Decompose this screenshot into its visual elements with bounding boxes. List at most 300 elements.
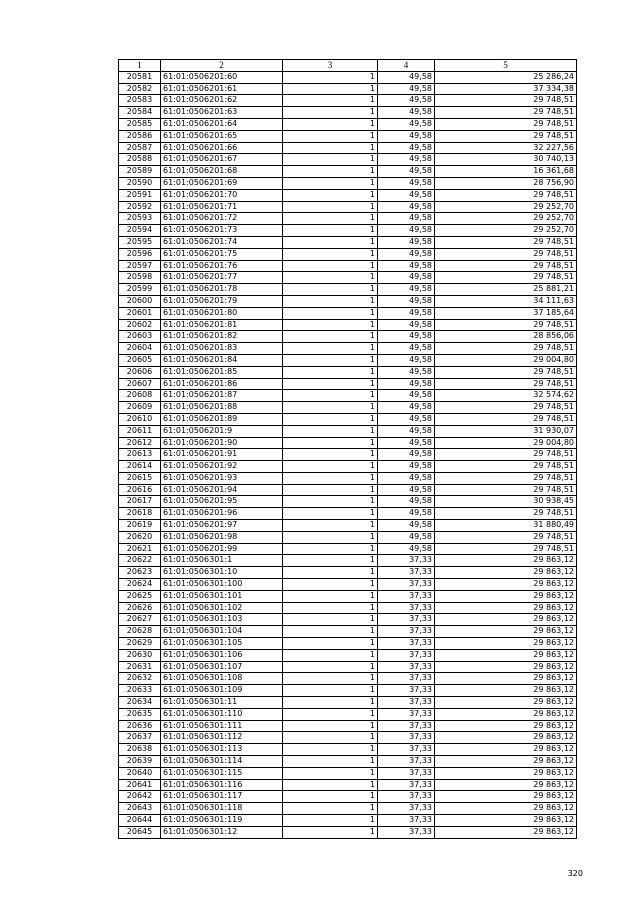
cadastral-number-cell: 61:01:0506201:81 <box>161 319 283 331</box>
amount-cell: 29 863,12 <box>435 756 577 768</box>
rate-cell: 49,58 <box>378 177 435 189</box>
cadastral-number-cell: 61:01:0506201:89 <box>161 413 283 425</box>
header-col-1: 1 <box>119 60 161 72</box>
rate-cell: 49,58 <box>378 343 435 355</box>
cadastral-number-cell: 61:01:0506201:70 <box>161 189 283 201</box>
cadastral-number-cell: 61:01:0506301:10 <box>161 567 283 579</box>
rate-cell: 37,33 <box>378 579 435 591</box>
cadastral-number-cell: 61:01:0506301:110 <box>161 708 283 720</box>
table-row <box>119 767 577 779</box>
table-row <box>119 543 577 555</box>
cadastral-number-cell: 61:01:0506201:65 <box>161 130 283 142</box>
cadastral-number-cell: 61:01:0506301:115 <box>161 767 283 779</box>
rate-cell: 49,58 <box>378 531 435 543</box>
rate-cell: 49,58 <box>378 437 435 449</box>
count-cell: 1 <box>283 201 378 213</box>
count-cell: 1 <box>283 496 378 508</box>
count-cell: 1 <box>283 484 378 496</box>
table-row <box>119 685 577 697</box>
count-cell: 1 <box>283 567 378 579</box>
row-number-cell: 20630 <box>119 649 161 661</box>
count-cell: 1 <box>283 437 378 449</box>
count-cell: 1 <box>283 248 378 260</box>
amount-cell: 29 748,51 <box>435 366 577 378</box>
cadastral-number-cell: 61:01:0506201:64 <box>161 118 283 130</box>
table-row <box>119 213 577 225</box>
amount-cell: 29 748,51 <box>435 472 577 484</box>
rate-cell: 49,58 <box>378 378 435 390</box>
rate-cell: 49,58 <box>378 260 435 272</box>
table-row <box>119 272 577 284</box>
rate-cell: 49,58 <box>378 331 435 343</box>
row-number-cell: 20639 <box>119 756 161 768</box>
row-number-cell: 20594 <box>119 225 161 237</box>
rate-cell: 49,58 <box>378 248 435 260</box>
row-number-cell: 20627 <box>119 614 161 626</box>
count-cell: 1 <box>283 284 378 296</box>
amount-cell: 31 880,49 <box>435 520 577 532</box>
amount-cell: 28 756,90 <box>435 177 577 189</box>
amount-cell: 29 004,80 <box>435 437 577 449</box>
amount-cell: 29 748,51 <box>435 484 577 496</box>
row-number-cell: 20600 <box>119 295 161 307</box>
row-number-cell: 20631 <box>119 661 161 673</box>
rate-cell: 37,33 <box>378 697 435 709</box>
count-cell: 1 <box>283 791 378 803</box>
table-row <box>119 579 577 591</box>
row-number-cell: 20588 <box>119 154 161 166</box>
amount-cell: 29 863,12 <box>435 638 577 650</box>
amount-cell: 29 748,51 <box>435 260 577 272</box>
row-number-cell: 20593 <box>119 213 161 225</box>
rate-cell: 37,33 <box>378 555 435 567</box>
amount-cell: 29 748,51 <box>435 402 577 414</box>
table-row <box>119 732 577 744</box>
cadastral-number-cell: 61:01:0506201:67 <box>161 154 283 166</box>
table-row <box>119 602 577 614</box>
table-row <box>119 295 577 307</box>
amount-cell: 29 863,12 <box>435 626 577 638</box>
rate-cell: 49,58 <box>378 295 435 307</box>
count-cell: 1 <box>283 272 378 284</box>
row-number-cell: 20625 <box>119 590 161 602</box>
rate-cell: 49,58 <box>378 272 435 284</box>
amount-cell: 37 185,64 <box>435 307 577 319</box>
count-cell: 1 <box>283 720 378 732</box>
table-row <box>119 567 577 579</box>
count-cell: 1 <box>283 602 378 614</box>
table-row <box>119 189 577 201</box>
table-row <box>119 720 577 732</box>
count-cell: 1 <box>283 697 378 709</box>
row-number-cell: 20636 <box>119 720 161 732</box>
rate-cell: 37,33 <box>378 661 435 673</box>
table-row <box>119 791 577 803</box>
rate-cell: 49,58 <box>378 390 435 402</box>
cadastral-number-cell: 61:01:0506201:61 <box>161 83 283 95</box>
cadastral-number-cell: 61:01:0506201:85 <box>161 366 283 378</box>
rate-cell: 49,58 <box>378 472 435 484</box>
rate-cell: 49,58 <box>378 402 435 414</box>
rate-cell: 49,58 <box>378 461 435 473</box>
count-cell: 1 <box>283 472 378 484</box>
row-number-cell: 20606 <box>119 366 161 378</box>
count-cell: 1 <box>283 555 378 567</box>
cadastral-number-cell: 61:01:0506301:112 <box>161 732 283 744</box>
header-col-3: 3 <box>283 60 378 72</box>
count-cell: 1 <box>283 307 378 319</box>
count-cell: 1 <box>283 236 378 248</box>
count-cell: 1 <box>283 661 378 673</box>
count-cell: 1 <box>283 767 378 779</box>
count-cell: 1 <box>283 614 378 626</box>
table-row <box>119 649 577 661</box>
row-number-cell: 20628 <box>119 626 161 638</box>
cadastral-number-cell: 61:01:0506301:103 <box>161 614 283 626</box>
count-cell: 1 <box>283 543 378 555</box>
row-number-cell: 20642 <box>119 791 161 803</box>
cadastral-number-cell: 61:01:0506201:74 <box>161 236 283 248</box>
rate-cell: 37,33 <box>378 732 435 744</box>
cadastral-number-cell: 61:01:0506201:62 <box>161 95 283 107</box>
table-row <box>119 803 577 815</box>
count-cell: 1 <box>283 166 378 178</box>
amount-cell: 29 863,12 <box>435 803 577 815</box>
amount-cell: 16 361,68 <box>435 166 577 178</box>
rate-cell: 49,58 <box>378 142 435 154</box>
count-cell: 1 <box>283 295 378 307</box>
count-cell: 1 <box>283 520 378 532</box>
rate-cell: 37,33 <box>378 567 435 579</box>
table-row <box>119 425 577 437</box>
rate-cell: 49,58 <box>378 307 435 319</box>
amount-cell: 30 938,45 <box>435 496 577 508</box>
rate-cell: 49,58 <box>378 166 435 178</box>
cadastral-number-cell: 61:01:0506201:87 <box>161 390 283 402</box>
rate-cell: 37,33 <box>378 614 435 626</box>
row-number-cell: 20617 <box>119 496 161 508</box>
cadastral-number-cell: 61:01:0506201:88 <box>161 402 283 414</box>
amount-cell: 29 863,12 <box>435 602 577 614</box>
row-number-cell: 20583 <box>119 95 161 107</box>
cadastral-number-cell: 61:01:0506201:78 <box>161 284 283 296</box>
rate-cell: 49,58 <box>378 425 435 437</box>
row-number-cell: 20614 <box>119 461 161 473</box>
rate-cell: 37,33 <box>378 638 435 650</box>
amount-cell: 29 863,12 <box>435 767 577 779</box>
row-number-cell: 20590 <box>119 177 161 189</box>
table-row <box>119 95 577 107</box>
cadastral-number-cell: 61:01:0506201:9 <box>161 425 283 437</box>
amount-cell: 29 748,51 <box>435 272 577 284</box>
table-row <box>119 225 577 237</box>
count-cell: 1 <box>283 531 378 543</box>
table-row <box>119 756 577 768</box>
rate-cell: 37,33 <box>378 673 435 685</box>
table-row <box>119 661 577 673</box>
rate-cell: 49,58 <box>378 95 435 107</box>
cadastral-number-cell: 61:01:0506301:114 <box>161 756 283 768</box>
amount-cell: 31 930,07 <box>435 425 577 437</box>
rate-cell: 49,58 <box>378 319 435 331</box>
count-cell: 1 <box>283 130 378 142</box>
amount-cell: 29 748,51 <box>435 461 577 473</box>
count-cell: 1 <box>283 189 378 201</box>
table-row <box>119 531 577 543</box>
data-table <box>118 59 577 839</box>
rate-cell: 49,58 <box>378 130 435 142</box>
cadastral-number-cell: 61:01:0506301:105 <box>161 638 283 650</box>
cadastral-number-cell: 61:01:0506201:73 <box>161 225 283 237</box>
amount-cell: 29 863,12 <box>435 697 577 709</box>
table-row <box>119 402 577 414</box>
table-row <box>119 248 577 260</box>
table-row <box>119 307 577 319</box>
cadastral-number-cell: 61:01:0506201:80 <box>161 307 283 319</box>
amount-cell: 29 748,51 <box>435 413 577 425</box>
rate-cell: 37,33 <box>378 767 435 779</box>
rate-cell: 37,33 <box>378 756 435 768</box>
rate-cell: 49,58 <box>378 496 435 508</box>
count-cell: 1 <box>283 177 378 189</box>
count-cell: 1 <box>283 626 378 638</box>
row-number-cell: 20612 <box>119 437 161 449</box>
cadastral-number-cell: 61:01:0506201:91 <box>161 449 283 461</box>
amount-cell: 29 863,12 <box>435 590 577 602</box>
amount-cell: 29 863,12 <box>435 567 577 579</box>
cadastral-number-cell: 61:01:0506201:68 <box>161 166 283 178</box>
rate-cell: 37,33 <box>378 803 435 815</box>
row-number-cell: 20618 <box>119 508 161 520</box>
table-row <box>119 378 577 390</box>
count-cell: 1 <box>283 378 378 390</box>
cadastral-number-cell: 61:01:0506201:72 <box>161 213 283 225</box>
amount-cell: 29 748,51 <box>435 248 577 260</box>
count-cell: 1 <box>283 461 378 473</box>
table-row <box>119 413 577 425</box>
amount-cell: 29 863,12 <box>435 791 577 803</box>
amount-cell: 29 748,51 <box>435 236 577 248</box>
cadastral-number-cell: 61:01:0506201:99 <box>161 543 283 555</box>
amount-cell: 29 004,80 <box>435 354 577 366</box>
rate-cell: 37,33 <box>378 720 435 732</box>
table-row <box>119 437 577 449</box>
cadastral-number-cell: 61:01:0506201:66 <box>161 142 283 154</box>
rate-cell: 49,58 <box>378 201 435 213</box>
page-number: 320 <box>567 869 583 878</box>
cadastral-number-cell: 61:01:0506301:118 <box>161 803 283 815</box>
row-number-cell: 20602 <box>119 319 161 331</box>
row-number-cell: 20608 <box>119 390 161 402</box>
cadastral-number-cell: 61:01:0506201:94 <box>161 484 283 496</box>
table-row <box>119 130 577 142</box>
count-cell: 1 <box>283 118 378 130</box>
rate-cell: 49,58 <box>378 284 435 296</box>
count-cell: 1 <box>283 685 378 697</box>
cadastral-number-cell: 61:01:0506201:82 <box>161 331 283 343</box>
row-number-cell: 20644 <box>119 815 161 827</box>
count-cell: 1 <box>283 213 378 225</box>
amount-cell: 29 748,51 <box>435 531 577 543</box>
cadastral-number-cell: 61:01:0506201:93 <box>161 472 283 484</box>
row-number-cell: 20635 <box>119 708 161 720</box>
rate-cell: 49,58 <box>378 520 435 532</box>
table-row <box>119 343 577 355</box>
table-row <box>119 614 577 626</box>
table-row <box>119 284 577 296</box>
row-number-cell: 20589 <box>119 166 161 178</box>
cadastral-number-cell: 61:01:0506301:102 <box>161 602 283 614</box>
table-row <box>119 83 577 95</box>
row-number-cell: 20624 <box>119 579 161 591</box>
table-row <box>119 154 577 166</box>
row-number-cell: 20619 <box>119 520 161 532</box>
table-row <box>119 449 577 461</box>
rate-cell: 49,58 <box>378 118 435 130</box>
row-number-cell: 20581 <box>119 71 161 83</box>
amount-cell: 29 748,51 <box>435 449 577 461</box>
row-number-cell: 20604 <box>119 343 161 355</box>
table-row <box>119 555 577 567</box>
row-number-cell: 20626 <box>119 602 161 614</box>
cadastral-number-cell: 61:01:0506201:96 <box>161 508 283 520</box>
table-row <box>119 779 577 791</box>
count-cell: 1 <box>283 413 378 425</box>
rate-cell: 49,58 <box>378 354 435 366</box>
row-number-cell: 20615 <box>119 472 161 484</box>
table-row <box>119 390 577 402</box>
header-col-5: 5 <box>435 60 577 72</box>
amount-cell: 29 748,51 <box>435 319 577 331</box>
header-row <box>119 60 577 72</box>
row-number-cell: 20611 <box>119 425 161 437</box>
table-row <box>119 354 577 366</box>
amount-cell: 29 863,12 <box>435 815 577 827</box>
amount-cell: 29 863,12 <box>435 649 577 661</box>
amount-cell: 29 748,51 <box>435 118 577 130</box>
table-body <box>119 71 577 838</box>
amount-cell: 29 748,51 <box>435 130 577 142</box>
rate-cell: 49,58 <box>378 508 435 520</box>
count-cell: 1 <box>283 815 378 827</box>
row-number-cell: 20634 <box>119 697 161 709</box>
amount-cell: 29 863,12 <box>435 555 577 567</box>
table-row <box>119 826 577 838</box>
cadastral-number-cell: 61:01:0506301:109 <box>161 685 283 697</box>
row-number-cell: 20645 <box>119 826 161 838</box>
row-number-cell: 20623 <box>119 567 161 579</box>
rate-cell: 37,33 <box>378 590 435 602</box>
cadastral-number-cell: 61:01:0506301:119 <box>161 815 283 827</box>
row-number-cell: 20640 <box>119 767 161 779</box>
rate-cell: 37,33 <box>378 708 435 720</box>
rate-cell: 37,33 <box>378 779 435 791</box>
cadastral-number-cell: 61:01:0506201:69 <box>161 177 283 189</box>
cadastral-number-cell: 61:01:0506201:60 <box>161 71 283 83</box>
row-number-cell: 20609 <box>119 402 161 414</box>
count-cell: 1 <box>283 779 378 791</box>
table-row <box>119 71 577 83</box>
table-row <box>119 472 577 484</box>
cadastral-number-cell: 61:01:0506301:1 <box>161 555 283 567</box>
row-number-cell: 20633 <box>119 685 161 697</box>
count-cell: 1 <box>283 638 378 650</box>
header-col-4: 4 <box>378 60 435 72</box>
cadastral-number-cell: 61:01:0506301:106 <box>161 649 283 661</box>
count-cell: 1 <box>283 756 378 768</box>
count-cell: 1 <box>283 260 378 272</box>
table-row <box>119 673 577 685</box>
cadastral-number-cell: 61:01:0506301:107 <box>161 661 283 673</box>
row-number-cell: 20591 <box>119 189 161 201</box>
count-cell: 1 <box>283 402 378 414</box>
amount-cell: 29 863,12 <box>435 673 577 685</box>
table-row <box>119 177 577 189</box>
amount-cell: 29 748,51 <box>435 95 577 107</box>
cadastral-number-cell: 61:01:0506301:108 <box>161 673 283 685</box>
rate-cell: 49,58 <box>378 366 435 378</box>
count-cell: 1 <box>283 354 378 366</box>
count-cell: 1 <box>283 142 378 154</box>
table-row <box>119 107 577 119</box>
rate-cell: 49,58 <box>378 413 435 425</box>
count-cell: 1 <box>283 673 378 685</box>
rate-cell: 49,58 <box>378 189 435 201</box>
row-number-cell: 20584 <box>119 107 161 119</box>
amount-cell: 29 252,70 <box>435 225 577 237</box>
row-number-cell: 20597 <box>119 260 161 272</box>
amount-cell: 29 863,12 <box>435 779 577 791</box>
amount-cell: 34 111,63 <box>435 295 577 307</box>
rate-cell: 37,33 <box>378 602 435 614</box>
cadastral-number-cell: 61:01:0506301:117 <box>161 791 283 803</box>
row-number-cell: 20598 <box>119 272 161 284</box>
row-number-cell: 20599 <box>119 284 161 296</box>
rate-cell: 37,33 <box>378 626 435 638</box>
cadastral-number-cell: 61:01:0506201:98 <box>161 531 283 543</box>
row-number-cell: 20641 <box>119 779 161 791</box>
count-cell: 1 <box>283 649 378 661</box>
rate-cell: 49,58 <box>378 154 435 166</box>
row-number-cell: 20613 <box>119 449 161 461</box>
table-row <box>119 319 577 331</box>
count-cell: 1 <box>283 449 378 461</box>
amount-cell: 25 881,21 <box>435 284 577 296</box>
amount-cell: 30 740,13 <box>435 154 577 166</box>
count-cell: 1 <box>283 107 378 119</box>
row-number-cell: 20587 <box>119 142 161 154</box>
count-cell: 1 <box>283 803 378 815</box>
cadastral-number-cell: 61:01:0506201:77 <box>161 272 283 284</box>
amount-cell: 32 574,62 <box>435 390 577 402</box>
row-number-cell: 20643 <box>119 803 161 815</box>
cadastral-number-cell: 61:01:0506201:71 <box>161 201 283 213</box>
row-number-cell: 20601 <box>119 307 161 319</box>
amount-cell: 25 286,24 <box>435 71 577 83</box>
table-header <box>119 60 577 72</box>
amount-cell: 29 863,12 <box>435 720 577 732</box>
amount-cell: 37 334,38 <box>435 83 577 95</box>
row-number-cell: 20610 <box>119 413 161 425</box>
amount-cell: 29 863,12 <box>435 661 577 673</box>
count-cell: 1 <box>283 154 378 166</box>
amount-cell: 29 863,12 <box>435 579 577 591</box>
table-row <box>119 697 577 709</box>
cadastral-number-cell: 61:01:0506201:79 <box>161 295 283 307</box>
row-number-cell: 20605 <box>119 354 161 366</box>
rate-cell: 49,58 <box>378 225 435 237</box>
amount-cell: 29 863,12 <box>435 744 577 756</box>
